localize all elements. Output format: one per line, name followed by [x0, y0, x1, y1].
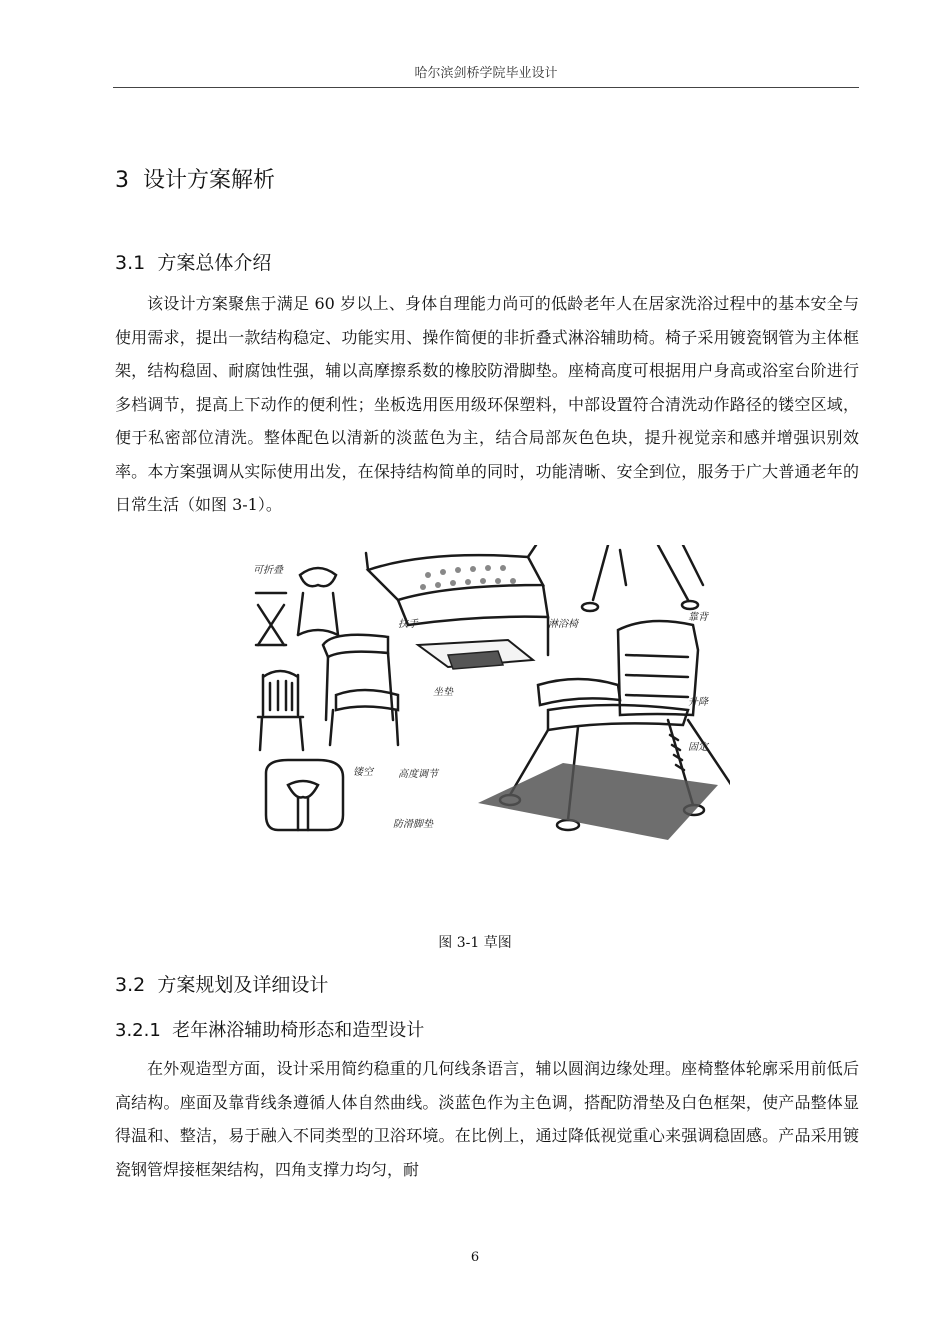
- label-seat: 坐垫: [433, 687, 453, 698]
- armchair-sketch: [323, 635, 398, 745]
- subsection-heading-3-1: [115, 248, 271, 275]
- seat-cushion-sketch: [366, 545, 548, 655]
- sketch-figure: [248, 545, 730, 840]
- label-antislip: 防滑脚垫: [393, 819, 433, 830]
- section-number: 3: [115, 168, 129, 193]
- page-number: 6: [470, 1250, 480, 1265]
- subsection-title: 方案总体介绍: [157, 252, 272, 274]
- label-fixed: 固定: [688, 742, 708, 753]
- folding-stool-sketch: [256, 593, 286, 645]
- label-lift: 升降: [688, 697, 708, 708]
- subsection-title: 方案规划及详细设计: [157, 974, 329, 996]
- cutout-seat-sketch: [266, 760, 343, 830]
- subsection-number: 3.1: [115, 252, 146, 274]
- label-backrest: 靠背: [688, 612, 708, 623]
- intro-paragraph: 该设计方案聚焦于满足 60 岁以上、身体自理能力尚可的低龄老年人在居家洗浴过程中的基本安全与使用需求，提出一款结构稳定、功能实用、操作简便的非折叠式淋浴辅助椅。椅子采用镀瓷钢管为主体框架，结构稳固、耐腐蚀性强，辅以高摩擦系数的橡胶防滑脚垫。座椅高度可根据用户身高或浴室台阶进行多档调节，提高上下动作的便利性；坐板选用医用级环保塑料，中部设置符合清洗动作路径的镂空区域，便于私密部位清洗。整体配色以清新的淡蓝色为主，结合局部灰色色块，提升视觉亲和感并增强识别效率。本方案强调从实际使用出发，在保持结构简单的同时，功能清晰、安全到位，服务于广大普通老年的日常生活（如图 3-1）。: [115, 294, 859, 514]
- curved-stool-sketch: [298, 568, 338, 635]
- label-bath-chair: 淋浴椅: [548, 619, 578, 630]
- label-cutout: 镂空: [353, 767, 373, 778]
- design-paragraph: 在外观造型方面，设计采用简约稳重的几何线条语言，辅以圆润边缘处理。座椅整体轮廓采用前低后高结构。座面及靠背线条遵循人体自然曲线。淡蓝色作为主色调，搭配防滑垫及白色框架，使产品整体显得温和、整洁，易于融入不同类型的卫浴环境。在比例上，通过降低视觉重心来强调稳固感。产品采用镀瓷钢管焊接框架结构，四角支撑力均匀，耐: [115, 1059, 859, 1179]
- seat-board-sketch: [418, 640, 533, 669]
- section-heading: [115, 163, 275, 194]
- section-title: 设计方案解析: [143, 168, 276, 193]
- subsubsection-heading-3-2-1: [115, 1016, 424, 1042]
- label-height: 高度调节: [398, 769, 438, 780]
- figure-caption: 图 3-1 草图: [438, 935, 512, 951]
- header-rule: [113, 87, 859, 88]
- subsection-number: 3.2: [115, 974, 146, 996]
- floor-mat-sketch: [478, 763, 718, 840]
- frame-legs-sketch: [582, 545, 703, 611]
- backrest-chair-sketch: [258, 671, 303, 750]
- subsubsection-title: 老年淋浴辅助椅形态和造型设计: [172, 1020, 425, 1041]
- label-folding: 可折叠: [253, 565, 283, 576]
- label-armrest: 扶手: [398, 619, 418, 630]
- subsection-heading-3-2: [115, 970, 328, 997]
- running-header: 哈尔滨剑桥学院毕业设计: [414, 66, 558, 81]
- subsubsection-number: 3.2.1: [115, 1020, 161, 1041]
